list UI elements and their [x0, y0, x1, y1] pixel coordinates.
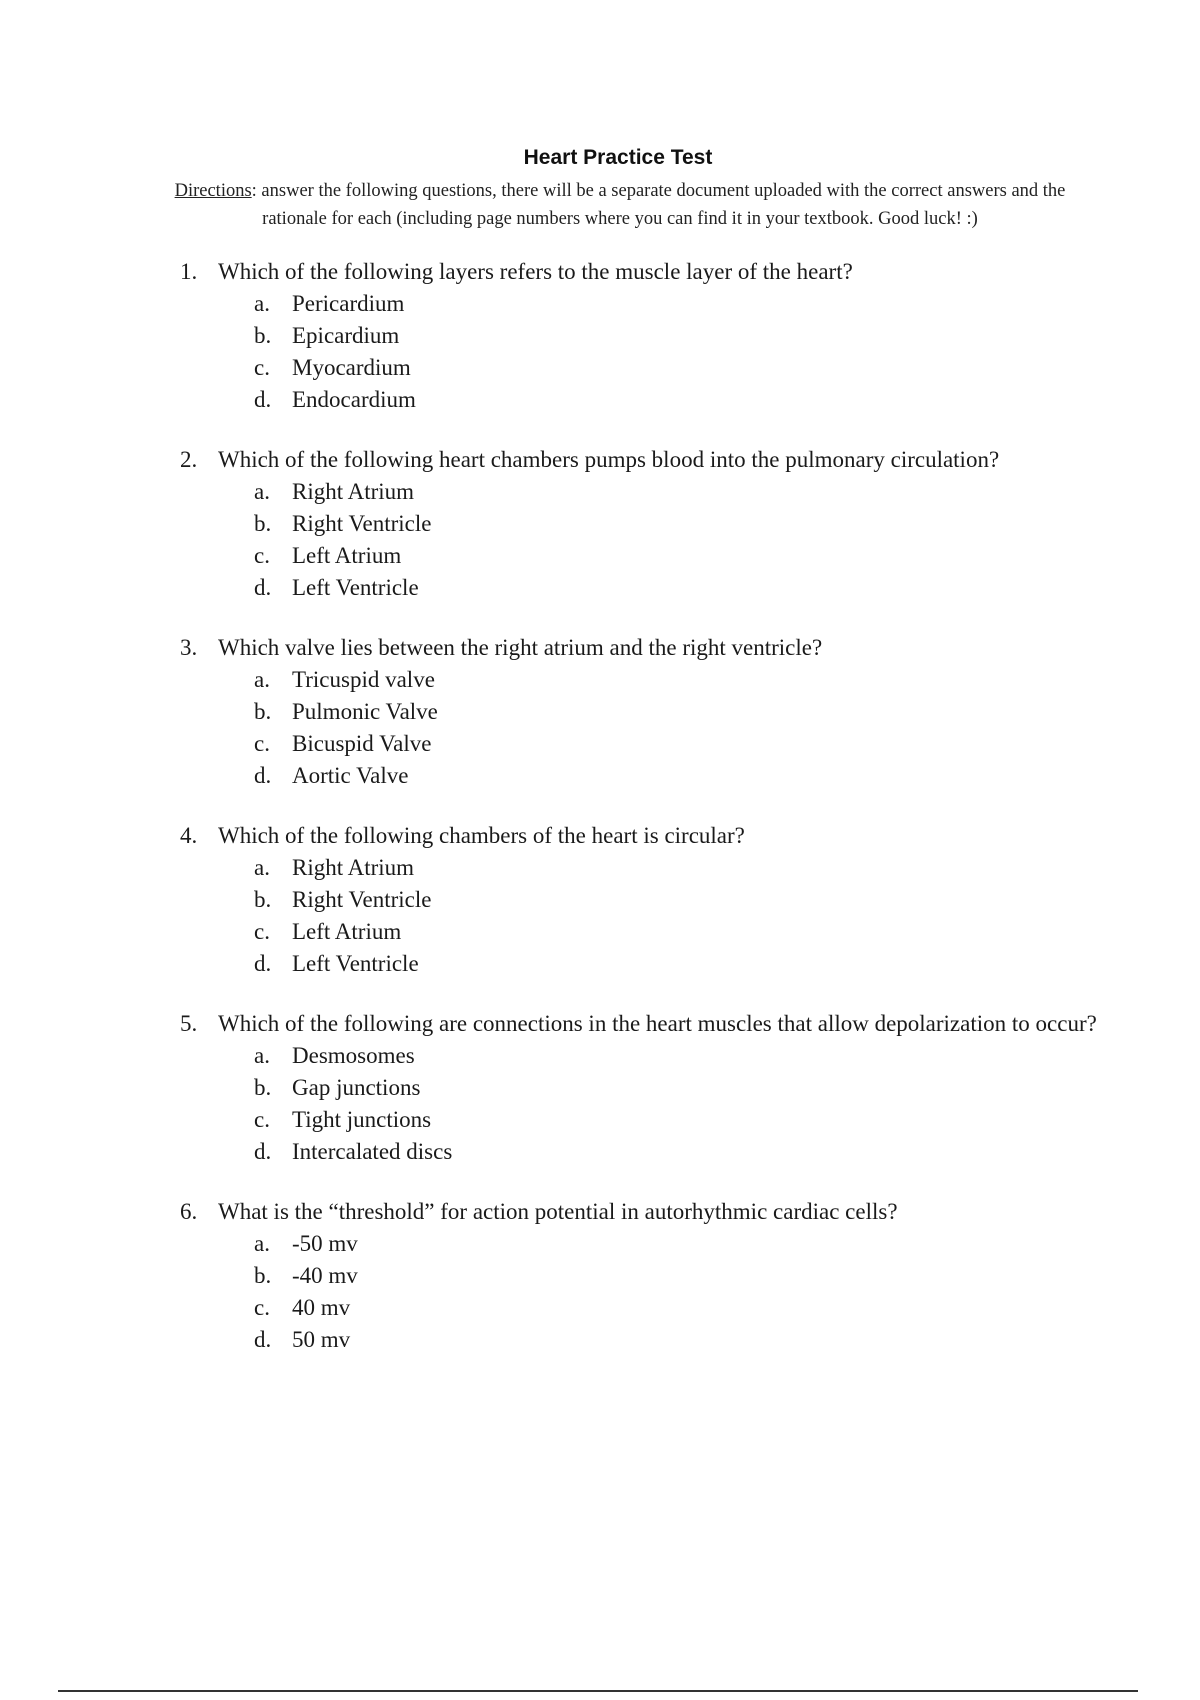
question-row — [180, 256, 1110, 288]
answer-options — [180, 852, 1110, 980]
answer-option — [254, 1292, 1110, 1324]
question-item — [180, 820, 1110, 980]
question-list — [180, 256, 1110, 1384]
question-item — [180, 444, 1110, 604]
question-row — [180, 632, 1110, 664]
option-text: Gap junctions — [292, 1075, 421, 1100]
answer-options — [180, 1228, 1110, 1356]
option-letter: b. — [254, 511, 272, 536]
answer-option — [254, 384, 1110, 416]
option-text: Left Ventricle — [292, 951, 419, 976]
answer-options — [180, 288, 1110, 416]
answer-options — [180, 664, 1110, 792]
option-letter: c. — [254, 1295, 270, 1320]
question-item — [180, 1196, 1110, 1356]
answer-option — [254, 288, 1110, 320]
option-letter: c. — [254, 919, 270, 944]
answer-option — [254, 476, 1110, 508]
question-number: 5. — [180, 1011, 198, 1036]
question-number: 2. — [180, 447, 198, 472]
option-letter: d. — [254, 1139, 272, 1164]
option-letter: a. — [254, 855, 270, 880]
answer-option — [254, 572, 1110, 604]
answer-option — [254, 508, 1110, 540]
option-letter: b. — [254, 887, 272, 912]
answer-option — [254, 1260, 1110, 1292]
question-number: 3. — [180, 635, 198, 660]
option-letter: c. — [254, 1107, 270, 1132]
directions-paragraph — [140, 177, 1100, 233]
answer-option — [254, 1040, 1110, 1072]
question-row — [180, 820, 1110, 852]
answer-options — [180, 476, 1110, 604]
option-letter: d. — [254, 1327, 272, 1352]
option-text: Endocardium — [292, 387, 416, 412]
option-text: Right Ventricle — [292, 887, 432, 912]
answer-option — [254, 540, 1110, 572]
answer-options — [180, 1040, 1110, 1168]
answer-option — [254, 1104, 1110, 1136]
option-text: Right Ventricle — [292, 511, 432, 536]
option-letter: c. — [254, 731, 270, 756]
option-text: Pericardium — [292, 291, 405, 316]
option-letter: d. — [254, 951, 272, 976]
question-number: 6. — [180, 1199, 198, 1224]
footer-divider — [58, 1690, 1138, 1692]
answer-option — [254, 352, 1110, 384]
option-letter: b. — [254, 323, 272, 348]
question-text: What is the “threshold” for action potential in autorhythmic cardiac cells? — [218, 1199, 898, 1224]
option-letter: a. — [254, 1043, 270, 1068]
question-row — [180, 444, 1110, 476]
option-text: Tricuspid valve — [292, 667, 435, 692]
option-letter: d. — [254, 763, 272, 788]
option-letter: b. — [254, 1075, 272, 1100]
option-text: -50 mv — [292, 1231, 358, 1256]
question-text: Which of the following heart chambers pumps blood into the pulmonary circulation? — [218, 447, 1000, 472]
question-number: 1. — [180, 259, 198, 284]
option-text: Myocardium — [292, 355, 411, 380]
directions-label: Directions — [174, 181, 252, 201]
option-text: Intercalated discs — [292, 1139, 453, 1164]
option-letter: a. — [254, 667, 270, 692]
option-text: Epicardium — [292, 323, 400, 348]
option-letter: c. — [254, 355, 270, 380]
question-item — [180, 632, 1110, 792]
option-letter: c. — [254, 543, 270, 568]
option-letter: a. — [254, 479, 270, 504]
question-number: 4. — [180, 823, 198, 848]
question-row — [180, 1196, 1110, 1228]
option-text: Left Ventricle — [292, 575, 419, 600]
option-text: Left Atrium — [292, 919, 402, 944]
option-letter: a. — [254, 291, 270, 316]
answer-option — [254, 852, 1110, 884]
answer-option — [254, 916, 1110, 948]
question-item — [180, 256, 1110, 416]
answer-option — [254, 696, 1110, 728]
option-text: Desmosomes — [292, 1043, 415, 1068]
answer-option — [254, 1228, 1110, 1260]
answer-option — [254, 728, 1110, 760]
answer-option — [254, 1324, 1110, 1356]
option-text: Right Atrium — [292, 479, 415, 504]
option-letter: b. — [254, 699, 272, 724]
option-letter: d. — [254, 387, 272, 412]
question-text: Which of the following are connections in the heart muscles that allow depolarization to occur? — [218, 1011, 1097, 1036]
option-text: Right Atrium — [292, 855, 415, 880]
option-letter: a. — [254, 1231, 270, 1256]
option-text: Bicuspid Valve — [292, 731, 432, 756]
option-text: 40 mv — [292, 1295, 351, 1320]
answer-option — [254, 320, 1110, 352]
option-text: Left Atrium — [292, 543, 402, 568]
answer-option — [254, 1072, 1110, 1104]
option-text: -40 mv — [292, 1263, 358, 1288]
option-text: Tight junctions — [292, 1107, 432, 1132]
directions-text: : answer the following questions, there will be a separate document uploaded with the correct answers and the rationale for each (including page numbers where you can find it in your textbook. Good luck! :) — [251, 181, 1066, 229]
option-text: Pulmonic Valve — [292, 699, 438, 724]
answer-option — [254, 664, 1110, 696]
page-title: Heart Practice Test — [523, 146, 713, 169]
answer-option — [254, 884, 1110, 916]
answer-option — [254, 760, 1110, 792]
option-text: Aortic Valve — [292, 763, 409, 788]
question-row — [180, 1008, 1110, 1040]
question-text: Which of the following chambers of the heart is circular? — [218, 823, 745, 848]
answer-option — [254, 948, 1110, 980]
question-text: Which of the following layers refers to the muscle layer of the heart? — [218, 259, 853, 284]
option-letter: d. — [254, 575, 272, 600]
answer-option — [254, 1136, 1110, 1168]
question-text: Which valve lies between the right atrium and the right ventricle? — [218, 635, 823, 660]
option-text: 50 mv — [292, 1327, 351, 1352]
option-letter: b. — [254, 1263, 272, 1288]
question-item — [180, 1008, 1110, 1168]
